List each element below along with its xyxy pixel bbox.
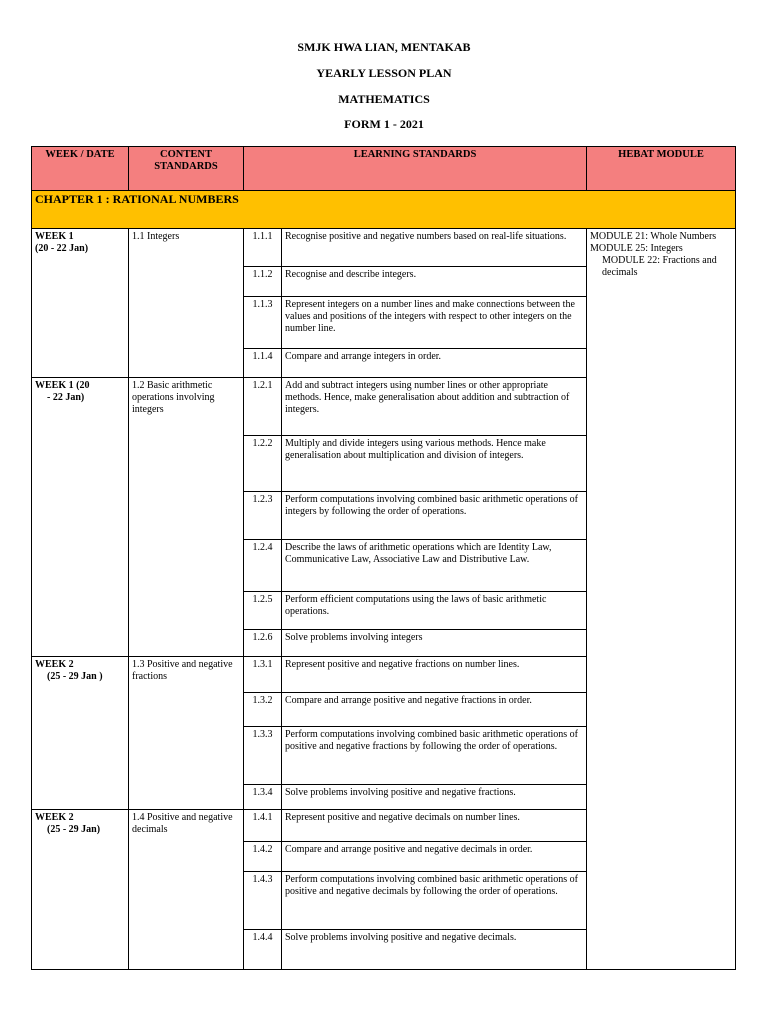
standard-code: 1.2.1 xyxy=(244,378,282,436)
standard-code: 1.4.3 xyxy=(244,872,282,930)
standard-text: Solve problems involving integers xyxy=(282,630,587,657)
standard-code: 1.3.4 xyxy=(244,785,282,810)
standard-code: 1.2.3 xyxy=(244,492,282,540)
standard-text: Recognise and describe integers. xyxy=(282,267,587,297)
hebat-module-cell xyxy=(587,229,736,970)
standard-text: Multiply and divide integers using various methods. Hence make generalisation about multiplication and division of integers. xyxy=(282,436,587,492)
standard-code: 1.2.4 xyxy=(244,540,282,592)
standard-text: Represent integers on a number lines and make connections between the values and positions of the integers with respect to other integers on the number line. xyxy=(282,297,587,349)
week-dates: (25 - 29 Jan) xyxy=(47,824,101,835)
standard-code: 1.2.6 xyxy=(244,630,282,657)
header-learning-standards: LEARNING STANDARDS xyxy=(244,147,587,191)
standard-code: 1.4.1 xyxy=(244,810,282,842)
standard-code: 1.3.2 xyxy=(244,693,282,727)
standard-code: 1.2.2 xyxy=(244,436,282,492)
week-cell xyxy=(32,657,129,810)
week-dates: (20 - 22 Jan) xyxy=(35,243,89,254)
plan-title: YEARLY LESSON PLAN xyxy=(316,66,452,80)
standard-text: Compare and arrange positive and negative decimals in order. xyxy=(282,842,587,872)
week-dates: (25 - 29 Jan ) xyxy=(47,671,103,682)
standard-text: Compare and arrange positive and negative fractions in order. xyxy=(282,693,587,727)
standard-text: Perform efficient computations using the laws of basic arithmetic operations. xyxy=(282,592,587,630)
content-standard: 1.4 Positive and negative decimals xyxy=(129,810,244,970)
standard-text: Recognise positive and negative numbers based on real-life situations. xyxy=(282,229,587,267)
standard-code: 1.2.5 xyxy=(244,592,282,630)
week-label: WEEK 1 xyxy=(35,231,74,242)
standard-code: 1.1.3 xyxy=(244,297,282,349)
standard-text: Represent positive and negative fractions on number lines. xyxy=(282,657,587,693)
standard-text: Compare and arrange integers in order. xyxy=(282,349,587,378)
header-content-line2: STANDARDS xyxy=(154,161,218,172)
week-cell xyxy=(32,229,129,378)
content-standard: 1.3 Positive and negative fractions xyxy=(129,657,244,810)
standard-code: 1.3.3 xyxy=(244,727,282,785)
standard-code: 1.4.4 xyxy=(244,930,282,970)
standard-text: Perform computations involving combined basic arithmetic operations of positive and negative fractions by following the order of operations. xyxy=(282,727,587,785)
header-content-standards xyxy=(129,147,244,191)
standard-text: Perform computations involving combined basic arithmetic operations of positive and negative decimals by following the order of operations. xyxy=(282,872,587,930)
content-standard: 1.1 Integers xyxy=(129,229,244,378)
chapter-title: CHAPTER 1 : RATIONAL NUMBERS xyxy=(32,191,736,229)
standard-text: Solve problems involving positive and negative fractions. xyxy=(282,785,587,810)
table-header-row xyxy=(32,147,736,191)
standard-code: 1.4.2 xyxy=(244,842,282,872)
standard-text: Add and subtract integers using number lines or other appropriate methods. Hence, make generalisation about addition and subtraction of integers. xyxy=(282,378,587,436)
standard-code: 1.1.1 xyxy=(244,229,282,267)
week-cell xyxy=(32,378,129,657)
week-label: WEEK 2 xyxy=(35,812,74,823)
standard-code: 1.1.2 xyxy=(244,267,282,297)
hebat-module-2: MODULE 25: Integers xyxy=(590,243,683,254)
hebat-module-1: MODULE 21: Whole Numbers xyxy=(590,231,717,242)
content-standard: 1.2 Basic arithmetic operations involving integers xyxy=(129,378,244,657)
hebat-module-3: MODULE 22: Fractions and decimals xyxy=(602,255,717,278)
header-week-date: WEEK / DATE xyxy=(32,147,129,191)
header-hebat-module: HEBAT MODULE xyxy=(587,147,736,191)
school-name: SMJK HWA LIAN, MENTAKAB xyxy=(297,40,471,54)
standard-code: 1.1.4 xyxy=(244,349,282,378)
week-label: WEEK 1 (20 xyxy=(35,380,90,391)
week-dates: - 22 Jan) xyxy=(47,392,85,403)
header-content-line1: CONTENT xyxy=(160,149,212,160)
standard-text: Solve problems involving positive and negative decimals. xyxy=(282,930,587,970)
chapter-row xyxy=(32,191,736,229)
lesson-plan-table xyxy=(31,146,736,970)
table-row xyxy=(32,229,736,267)
standard-text: Perform computations involving combined basic arithmetic operations of integers by following the order of operations. xyxy=(282,492,587,540)
week-label: WEEK 2 xyxy=(35,659,74,670)
standard-text: Represent positive and negative decimals on number lines. xyxy=(282,810,587,842)
week-cell xyxy=(32,810,129,970)
standard-code: 1.3.1 xyxy=(244,657,282,693)
subject-title: MATHEMATICS xyxy=(338,92,430,106)
standard-text: Describe the laws of arithmetic operations which are Identity Law, Communicative Law, Associative Law and Distributive Law. xyxy=(282,540,587,592)
form-title: FORM 1 - 2021 xyxy=(344,117,424,131)
